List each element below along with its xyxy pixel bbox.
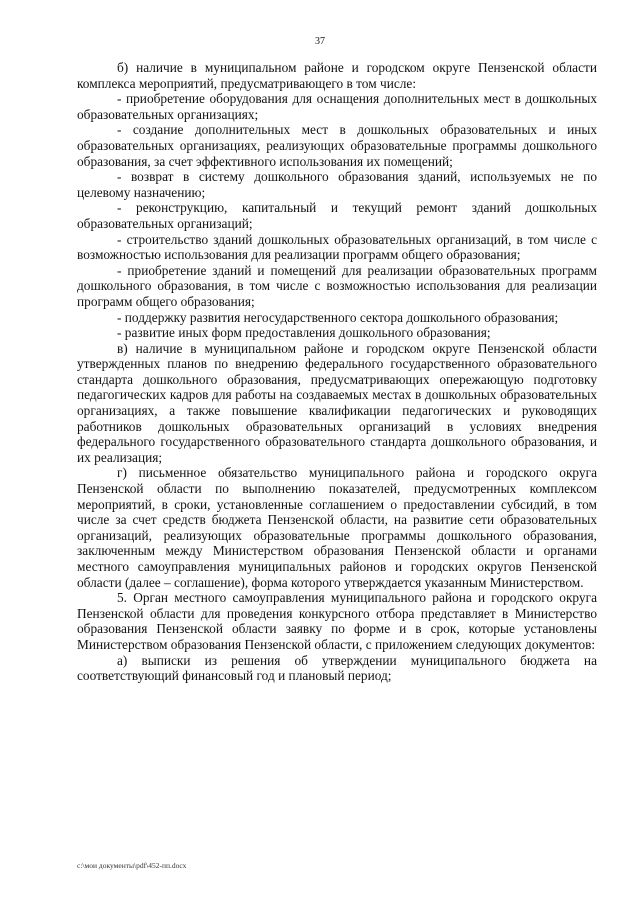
file-path-footer: c:\мои документы\pdf\452-пп.docx bbox=[77, 861, 187, 870]
paragraph: - реконструкцию, капитальный и текущий ремонт зданий дошкольных образовательных организаций; bbox=[77, 200, 597, 231]
paragraph: - поддержку развития негосударственного сектора дошкольного образования; bbox=[117, 309, 559, 325]
paragraph: а) выписки из решения об утверждении муниципального бюджета на соответствующий финансовый год и плановый период; bbox=[77, 652, 597, 684]
paragraph: - приобретение зданий и помещений для реализации образовательных программ дошкольного образования, в том числе с возможностью использования для реализации программ общего образования; bbox=[77, 262, 597, 309]
paragraph: 5. Орган местного самоуправления муниципального района и городского округа Пензенской области для проведения конкурсного отбора представляет в Министерство образования Пензенской области заявку по форме и в срок, которые установлены Министерством образования Пензенской области, с приложением следующих документов: bbox=[77, 590, 597, 652]
paragraph: - приобретение оборудования для оснащения дополнительных мест в дошкольных образовательных организациях; bbox=[77, 91, 597, 122]
page-number: 37 bbox=[315, 36, 325, 47]
paragraph: - возврат в систему дошкольного образования зданий, используемых не по целевому назначению; bbox=[77, 169, 597, 200]
paragraph: - создание дополнительных мест в дошкольных образовательных и иных образовательных организациях, реализующих образовательные программы дошкольного образования, за счет эффективного использования их помещений; bbox=[77, 122, 597, 169]
paragraph: - строительство зданий дошкольных образовательных организаций, в том числе с возможностью использования для реализации программ общего образования; bbox=[77, 231, 597, 263]
paragraph: в) наличие в муниципальном районе и городском округе Пензенской области утвержденных планов по внедрению федерального государственного образовательного стандарта дошкольного образования, предусматривающих опережающую подготовку педагогических кадров для работы на создаваемых местах в дошкольных образовательных организациях, а также повышение квалификации педагогических и руководящих работников дошкольных образовательных организаций в условиях внедрения федерального государственного образовательного стандарта дошкольного образования, и их реализация; bbox=[77, 340, 597, 465]
paragraph: - развитие иных форм предоставления дошкольного образования; bbox=[117, 325, 491, 341]
paragraph: б) наличие в муниципальном районе и городском округе Пензенской области комплекса мероприятий, предусматривающего в том числе: bbox=[77, 60, 597, 91]
paragraph: г) письменное обязательство муниципального района и городского округа Пензенской области по выполнению показателей, предусмотренных комплексом мероприятий, в сроки, установленные соглашением о предоставлении субсидий, в том числе за счет средств бюджета Пензенской области, на развитие сети образовательных организаций, реализующих образовательные программы дошкольного образования, заключенным между Министерством образования Пензенской области и органами местного самоуправления муниципальных районов и городских округов Пензенской области (далее – соглашение), форма которого утверждается указанным Министерством. bbox=[77, 465, 597, 590]
document-body bbox=[77, 60, 597, 684]
